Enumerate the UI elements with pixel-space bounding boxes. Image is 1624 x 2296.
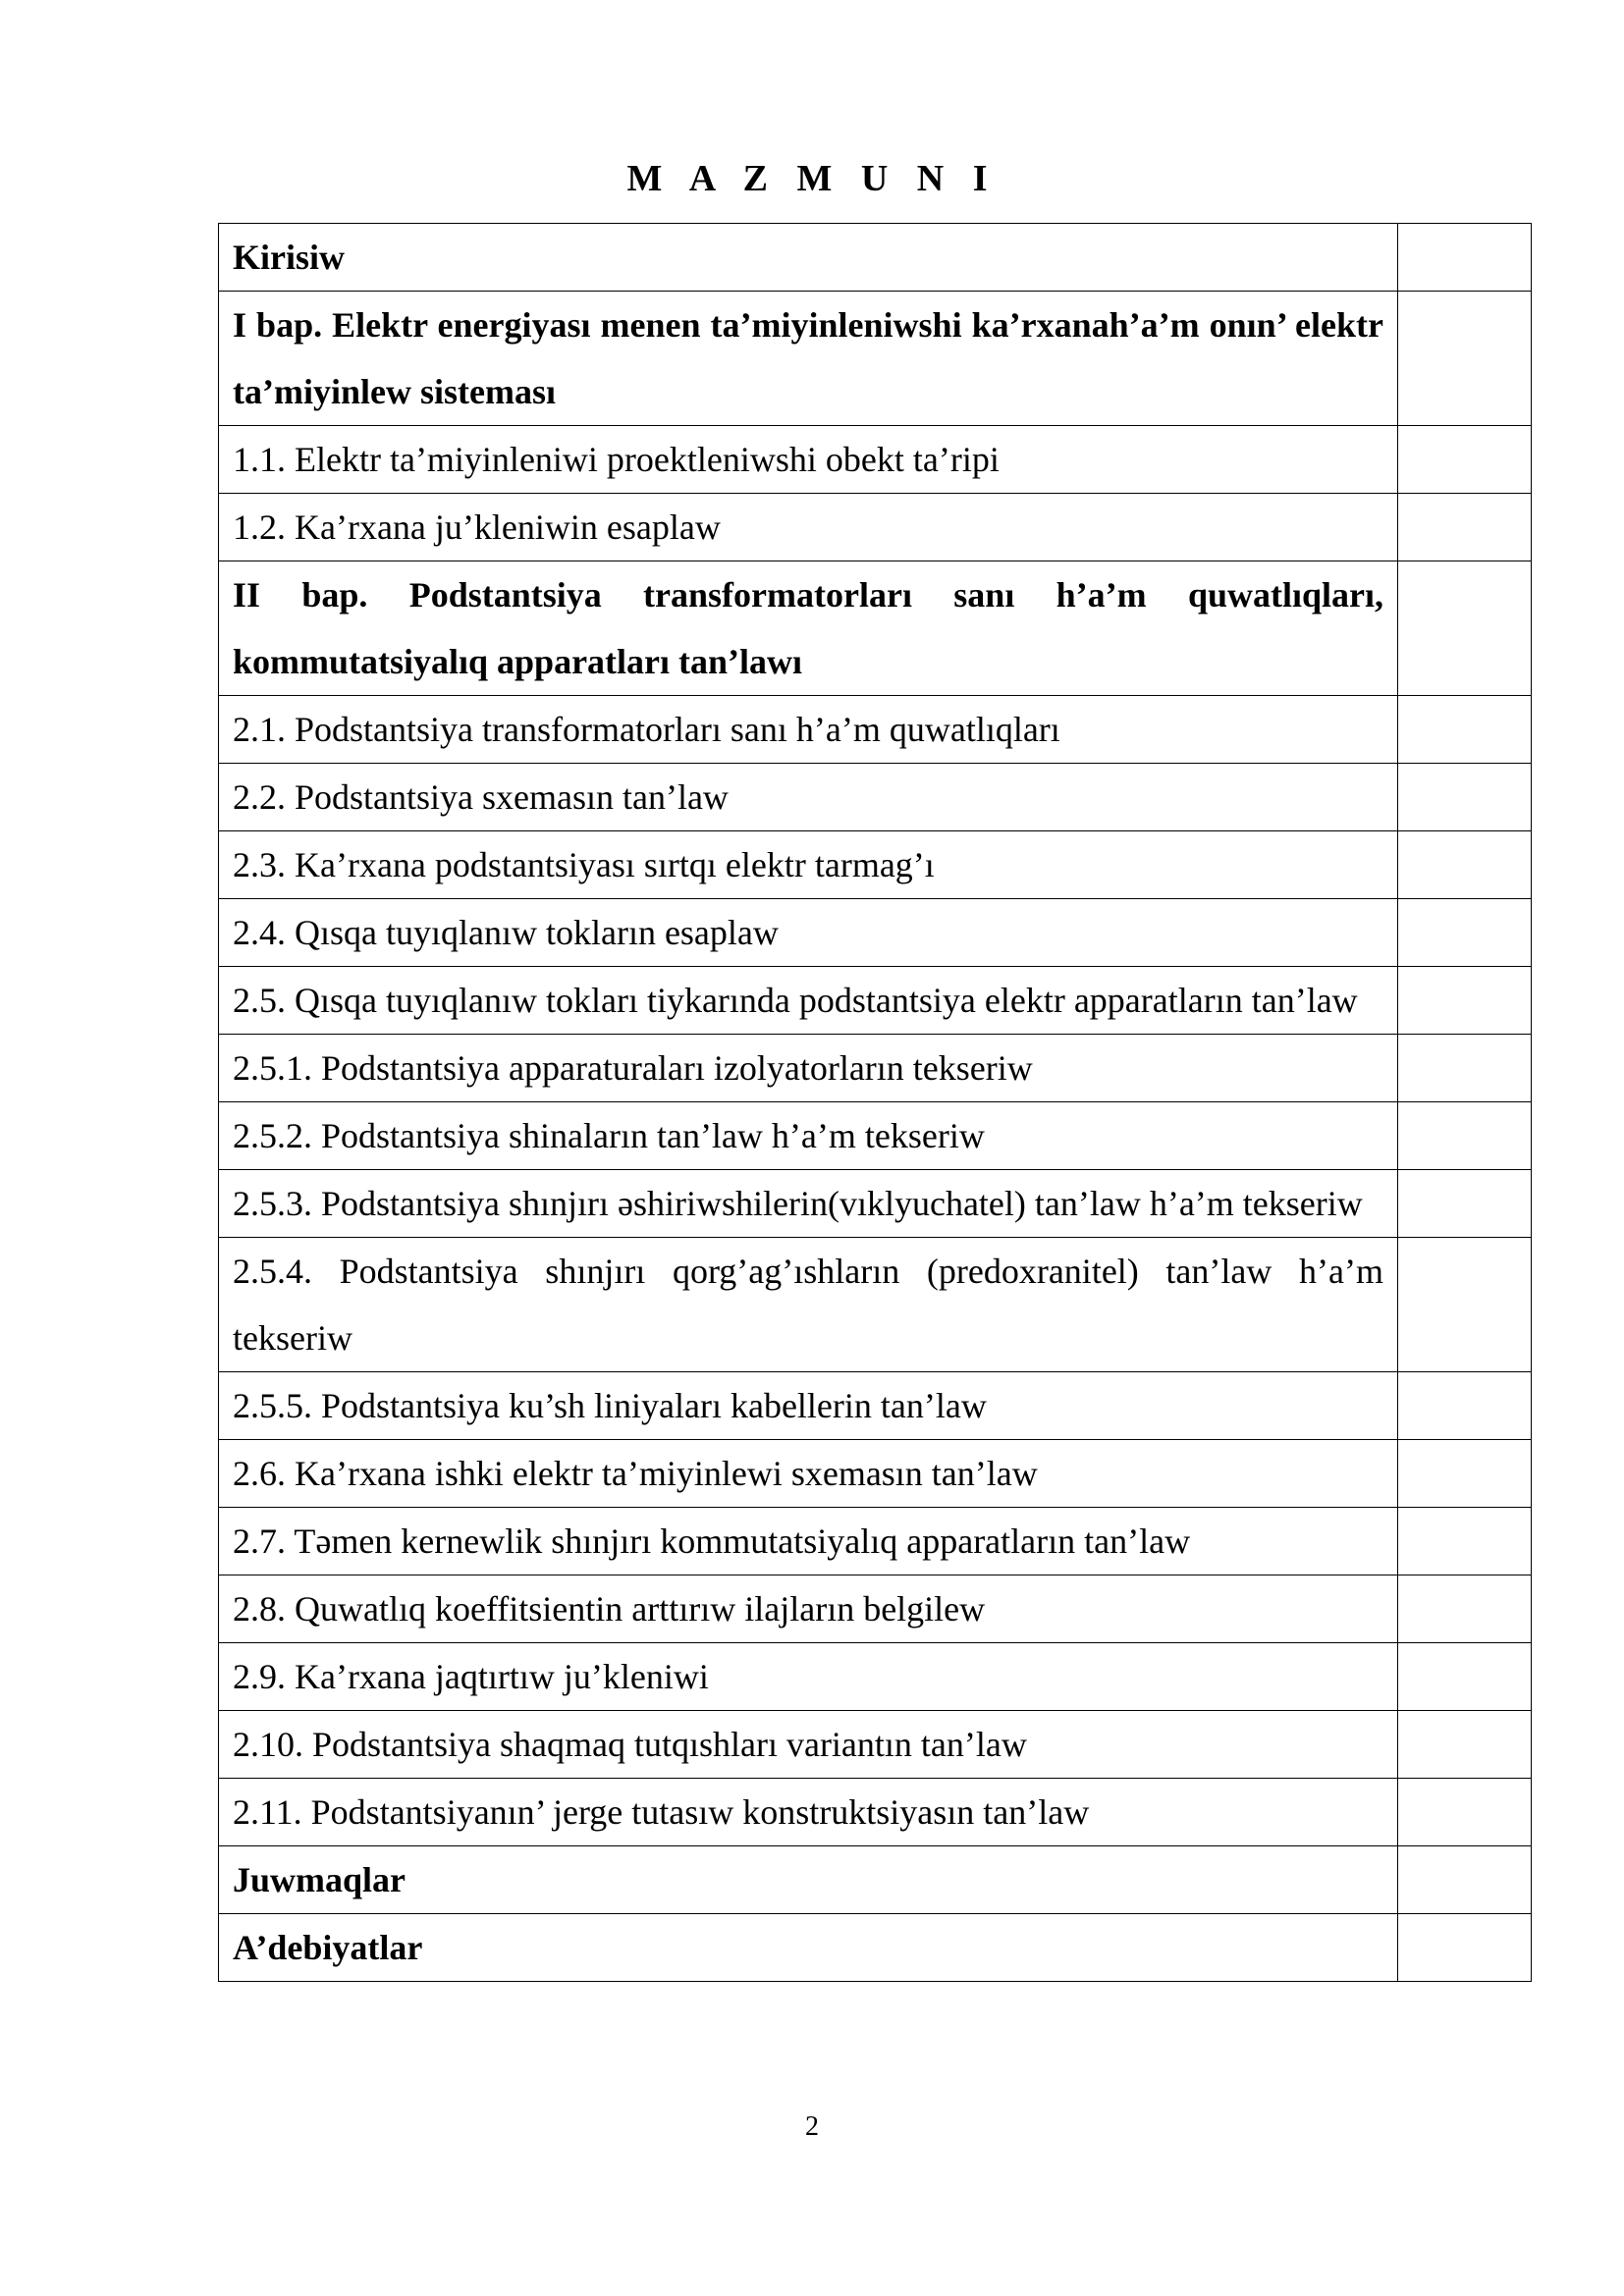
toc-row [219, 292, 1532, 426]
toc-row [219, 899, 1532, 967]
toc-entry-title: 2.9. Ka’rxana jaqtırtıw ju’kleniwi [219, 1643, 1398, 1711]
toc-row [219, 1035, 1532, 1102]
toc-entry-page [1398, 1102, 1532, 1170]
toc-entry-title: II bap. Podstantsiya transformatorları sanı h’a’m quwatlıqları, kommutatsiyalıq apparatları tan’lawı [219, 561, 1398, 696]
toc-row [219, 1508, 1532, 1575]
page-title: M A Z M U N I [626, 158, 998, 199]
toc-entry-page [1398, 561, 1532, 696]
toc-row [219, 561, 1532, 696]
toc-entry-title: I bap. Elektr energiyası menen ta’miyinleniwshi ka’rxanah’a’m onın’ elektr ta’miyinlew sisteması [219, 292, 1398, 426]
toc-entry-title: 2.5.1. Podstantsiya apparaturaları izolyatorların tekseriw [219, 1035, 1398, 1102]
toc-row [219, 1575, 1532, 1643]
toc-entry-page [1398, 1711, 1532, 1779]
toc-entry-title: A’debiyatlar [219, 1914, 1398, 1982]
toc-entry-page [1398, 1643, 1532, 1711]
toc-entry-title: 2.3. Ka’rxana podstantsiyası sırtqı elektr tarmag’ı [219, 831, 1398, 899]
toc-entry-page [1398, 224, 1532, 292]
toc-row [219, 1372, 1532, 1440]
toc-row [219, 764, 1532, 831]
toc-entry-page [1398, 1372, 1532, 1440]
toc-row [219, 224, 1532, 292]
toc-entry-page [1398, 1914, 1532, 1982]
toc-entry-title: 2.8. Quwatlıq koeffitsientin arttırıw ilajların belgilew [219, 1575, 1398, 1643]
toc-entry-title: 2.5.2. Podstantsiya shinaların tan’law h’a’m tekseriw [219, 1102, 1398, 1170]
toc-row [219, 426, 1532, 494]
toc-entry-title: 2.5.3. Podstantsiya shınjırı əshiriwshilerin(vıklyuchatel) tan’law h’a’m tekseriw [219, 1170, 1398, 1238]
toc-entry-title: Juwmaqlar [219, 1846, 1398, 1914]
toc-row [219, 1779, 1532, 1846]
toc-entry-page [1398, 494, 1532, 561]
toc-entry-page [1398, 292, 1532, 426]
toc-entry-title: 2.5. Qısqa tuyıqlanıw tokları tiykarında podstantsiya elektr apparatların tan’law [219, 967, 1398, 1035]
toc-entry-title: 2.7. Təmen kernewlik shınjırı kommutatsiyalıq apparatların tan’law [219, 1508, 1398, 1575]
toc-row [219, 1914, 1532, 1982]
toc-entry-title: Kirisiw [219, 224, 1398, 292]
toc-entry-page [1398, 1440, 1532, 1508]
toc-entry-title: 2.5.5. Podstantsiya ku’sh liniyaları kabellerin tan’law [219, 1372, 1398, 1440]
toc-entry-title: 2.11. Podstantsiyanın’ jerge tutasıw konstruktsiyasın tan’law [219, 1779, 1398, 1846]
toc-entry-page [1398, 1238, 1532, 1372]
toc-row [219, 696, 1532, 764]
toc-entry-page [1398, 764, 1532, 831]
toc-row [219, 1846, 1532, 1914]
toc-entry-title: 2.2. Podstantsiya sxemasın tan’law [219, 764, 1398, 831]
toc-row [219, 1102, 1532, 1170]
toc-entry-page [1398, 1508, 1532, 1575]
toc-row [219, 1238, 1532, 1372]
toc-row [219, 967, 1532, 1035]
toc-entry-title: 2.5.4. Podstantsiya shınjırı qorg’ag’ıshların (predoxranitel) tan’law h’a’m tekseriw [219, 1238, 1398, 1372]
toc-entry-page [1398, 1035, 1532, 1102]
toc-entry-page [1398, 426, 1532, 494]
toc-entry-page [1398, 1575, 1532, 1643]
toc-entry-title: 2.4. Qısqa tuyıqlanıw tokların esaplaw [219, 899, 1398, 967]
toc-row [219, 1711, 1532, 1779]
toc-row [219, 1643, 1532, 1711]
toc-entry-page [1398, 967, 1532, 1035]
toc-entry-page [1398, 899, 1532, 967]
toc-entry-title: 2.10. Podstantsiya shaqmaq tutqıshları variantın tan’law [219, 1711, 1398, 1779]
toc-row [219, 831, 1532, 899]
toc-row [219, 1170, 1532, 1238]
toc-row [219, 494, 1532, 561]
toc-entry-title: 1.1. Elektr ta’miyinleniwi proektleniwshi obekt ta’ripi [219, 426, 1398, 494]
toc-entry-title: 1.2. Ka’rxana ju’kleniwin esaplaw [219, 494, 1398, 561]
toc-body [219, 224, 1532, 1982]
toc-entry-page [1398, 831, 1532, 899]
toc-row [219, 1440, 1532, 1508]
page-number: 2 [805, 2111, 819, 2142]
toc-entry-title: 2.1. Podstantsiya transformatorları sanı h’a’m quwatlıqları [219, 696, 1398, 764]
table-of-contents [218, 223, 1532, 1982]
toc-entry-page [1398, 1846, 1532, 1914]
toc-entry-page [1398, 1779, 1532, 1846]
toc-entry-title: 2.6. Ka’rxana ishki elektr ta’miyinlewi sxemasın tan’law [219, 1440, 1398, 1508]
toc-entry-page [1398, 1170, 1532, 1238]
toc-entry-page [1398, 696, 1532, 764]
